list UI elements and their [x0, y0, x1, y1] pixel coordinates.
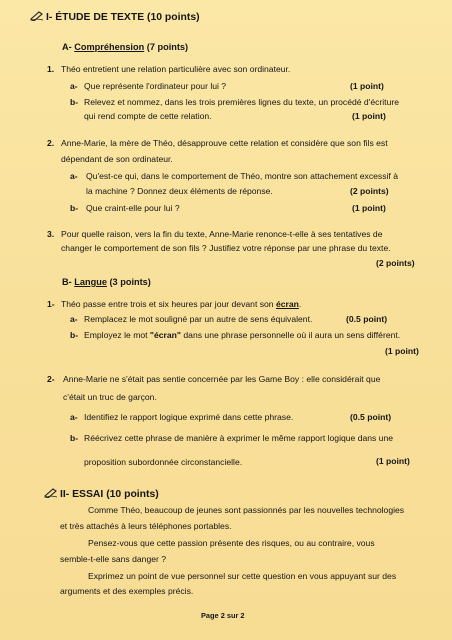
- section-a-label: A-: [62, 42, 72, 52]
- part2-heading-row: [44, 488, 159, 500]
- subquestion-text-end: dans une phrase personnelle où il aura un sens différent.: [181, 330, 401, 340]
- points-badge: (2 points): [350, 186, 389, 196]
- a-q2: [47, 138, 388, 149]
- subquestion-text: Qu'est-ce qui, dans le comportement de Théo, montre son attachement excessif à: [86, 171, 398, 181]
- b-q2-b: [70, 433, 394, 444]
- subquestion-text: Employez le mot: [84, 330, 150, 340]
- part2-heading: II- ESSAI (10 points): [60, 489, 159, 500]
- points-badge: (1 point): [350, 81, 384, 91]
- part1-heading-row: [30, 11, 200, 23]
- question-number: 3.: [47, 229, 55, 239]
- question-number: 2-: [47, 374, 55, 384]
- b-q2: [47, 374, 381, 385]
- points-badge: (2 points): [376, 258, 415, 268]
- essay-paragraph-3: Exprimez un point de vue personnel sur cette question en vous appuyant sur des: [88, 571, 397, 581]
- question-number: 2.: [47, 138, 55, 148]
- subquestion-label: a-: [70, 81, 78, 91]
- subquestion-text-cont: qui rend compte de cette relation.: [84, 111, 212, 121]
- essay-paragraph-3-cont: arguments et des exemples précis.: [60, 586, 194, 596]
- part1-heading: I- ÉTUDE DE TEXTE (10 points): [46, 12, 200, 23]
- subquestion-label: b-: [70, 433, 79, 443]
- subquestion-text-cont: proposition subordonnée circonstancielle.: [84, 457, 243, 467]
- a-q1: [47, 64, 291, 75]
- question-text: Anne-Marie, la mère de Théo, désapprouve cette relation et considère que son fils est: [61, 138, 388, 148]
- subquestion-label: b-: [70, 97, 79, 107]
- points-badge: (0.5 point): [350, 412, 392, 422]
- points-badge: (0.5 point): [346, 314, 388, 324]
- question-text: Théo passe entre trois et six heures par jour devant son: [61, 299, 276, 309]
- section-b-heading: [62, 277, 151, 288]
- subquestion-text: Que représente l'ordinateur pour lui ?: [84, 81, 227, 91]
- section-a-title: Compréhension: [74, 42, 145, 52]
- underlined-word: écran: [275, 299, 299, 309]
- subquestion-text-cont: la machine ? Donnez deux éléments de réponse.: [86, 186, 273, 196]
- pencil-icon: [30, 11, 44, 21]
- subquestion-label: b-: [70, 330, 79, 340]
- b-q2-a: [70, 412, 294, 423]
- a-q2-a: [70, 171, 398, 182]
- subquestion-text: Remplacez le mot souligné par un autre de sens équivalent.: [84, 314, 313, 324]
- section-b-label: B-: [62, 277, 72, 287]
- a-q3: [47, 229, 383, 240]
- subquestion-label: b-: [70, 203, 79, 213]
- points-badge: (1 point): [352, 111, 386, 121]
- question-text-end: .: [298, 299, 302, 309]
- section-a-points: (7 points): [146, 42, 189, 52]
- question-text-cont: dépendant de son ordinateur.: [61, 154, 173, 164]
- subquestion-text: Identifiez le rapport logique exprimé dans cette phrase.: [84, 412, 294, 422]
- points-badge: (1 point): [385, 346, 419, 356]
- subquestion-text: Relevez et nommez, dans les trois premières lignes du texte, un procédé d'écriture: [84, 97, 399, 107]
- section-b-points: (3 points): [109, 277, 151, 287]
- question-text: Anne-Marie ne s'était pas sentie concernée par les Game Boy : elle considérait que: [63, 374, 381, 384]
- essay-paragraph-2-cont: semble-t-elle sans danger ?: [60, 554, 167, 564]
- b-q1-b: [70, 330, 401, 341]
- essay-paragraph-1: Comme Théo, beaucoup de jeunes sont passionnés par les nouvelles technologies: [88, 505, 405, 515]
- points-badge: (1 point): [352, 203, 386, 213]
- pencil-icon: [44, 488, 58, 498]
- a-q1-a: [70, 81, 227, 92]
- b-q1-a: [70, 314, 313, 325]
- question-text-cont: c'était un truc de garçon.: [63, 392, 157, 402]
- question-text: Théo entretient une relation particulière avec son ordinateur.: [61, 64, 291, 74]
- subquestion-text: Réécrivez cette phrase de manière à exprimer le même rapport logique dans une: [84, 433, 394, 443]
- b-q1: [47, 299, 302, 310]
- essay-paragraph-1-cont: et très attachés à leurs téléphones portables.: [60, 521, 232, 531]
- question-text: Pour quelle raison, vers la fin du texte, Anne-Marie renonce-t-elle à ses tentatives de: [61, 229, 383, 239]
- question-number: 1-: [47, 299, 55, 309]
- subquestion-label: a-: [70, 171, 78, 181]
- section-a-heading: [62, 42, 188, 53]
- essay-paragraph-2: Pensez-vous que cette passion présente des risques, ou au contraire, vous: [88, 538, 375, 548]
- subquestion-label: a-: [70, 314, 78, 324]
- points-badge: (1 point): [376, 456, 410, 466]
- quoted-word: "écran": [149, 330, 182, 340]
- question-number: 1.: [47, 64, 55, 74]
- a-q1-b: [70, 97, 399, 108]
- subquestion-label: a-: [70, 412, 78, 422]
- subquestion-text: Que craint-elle pour lui ?: [86, 203, 180, 213]
- question-text-cont: changer le comportement de son fils ? Justifiez votre réponse par une phrase du texte.: [61, 243, 391, 253]
- page-number: Page 2 sur 2: [201, 611, 245, 620]
- section-b-title: Langue: [74, 277, 107, 287]
- a-q2-b: [70, 203, 180, 214]
